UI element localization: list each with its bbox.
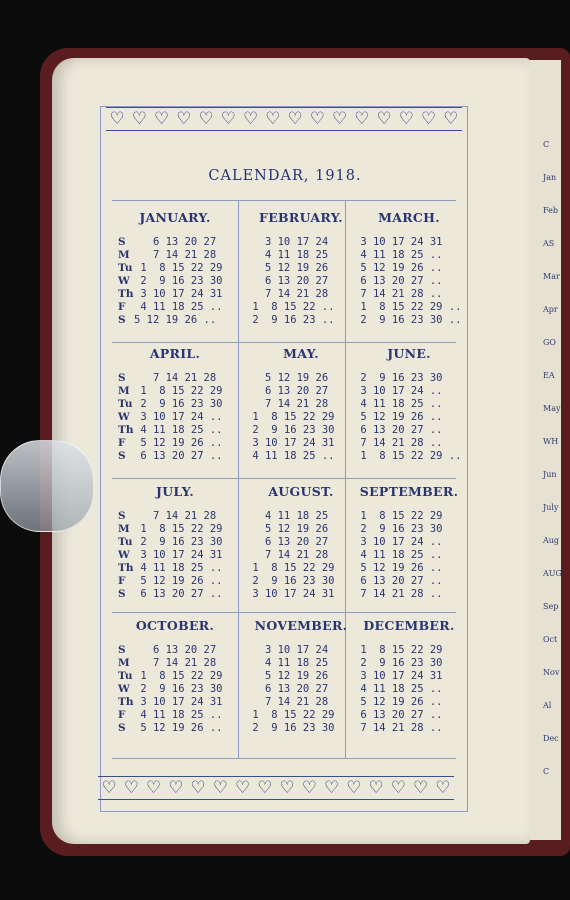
date-row: 1 8 15 22 29 [134,262,223,274]
date-row: 5 12 19 26 .. [134,722,223,734]
date-row: 1 8 15 22 29 [134,385,223,397]
weekday-label: S [118,372,126,384]
month-block [116,210,234,350]
weekday-label: M [118,249,130,261]
date-row: 6 13 20 27 .. [354,575,443,587]
next-page-label: Dec [543,734,559,743]
divider [112,200,456,201]
date-row: 2 9 16 23 30 [246,424,335,436]
date-row: 4 11 18 25 [246,657,329,669]
date-row: 3 10 17 24 31 [134,288,223,300]
next-page-label: C [543,767,550,776]
weekday-label: S [118,722,126,734]
date-row: 7 14 21 28 [246,398,329,410]
clip-holder [0,440,94,532]
heart-ornament-icon: ♡ [168,778,184,798]
date-row: 1 8 15 22 29 .. [354,301,462,313]
date-row: 3 10 17 24 [246,236,329,248]
heart-ornament-icon: ♡ [109,109,125,129]
date-row: 3 10 17 24 31 [246,588,335,600]
date-row: 4 11 18 25 .. [134,709,223,721]
month-name: MAY. [283,346,319,361]
date-row: 2 9 16 23 30 [134,683,223,695]
date-row: 7 14 21 28 .. [354,288,443,300]
heart-ornament-icon: ♡ [309,109,325,129]
date-row: 7 14 21 28 [246,288,329,300]
weekday-label: M [118,523,130,535]
weekday-label: Tu [118,262,133,274]
weekday-label: Tu [118,398,133,410]
month-name: MARCH. [378,210,440,225]
month-block [116,346,234,486]
heart-ornament-icon: ♡ [301,778,317,798]
month-name: APRIL. [149,346,201,361]
month-block [242,346,360,486]
next-page-label: AUG [543,569,562,578]
day-grid [246,372,346,463]
date-row: 5 12 19 26 [246,372,329,384]
month-block [242,210,360,350]
heart-ornament-icon: ♡ [101,778,117,798]
date-row: 2 9 16 23 30 [134,275,223,287]
date-row: 1 8 15 22 29 .. [354,450,462,462]
heart-ornament-icon: ♡ [176,109,192,129]
top-ornament-border [106,107,462,131]
heart-ornament-icon: ♡ [354,109,370,129]
date-row: 2 9 16 23 30 [354,372,443,384]
heart-ornament-icon: ♡ [443,109,459,129]
next-page-label: July [543,503,559,512]
date-row: 6 13 20 27 .. [134,450,223,462]
weekday-labels [118,644,134,735]
heart-ornament-icon: ♡ [257,778,273,798]
date-row: 5 12 19 26 .. [134,437,223,449]
heart-ornament-icon: ♡ [413,778,429,798]
month-block [350,618,468,758]
next-page-label: AS [543,239,555,248]
weekday-labels [118,510,134,601]
weekday-label: F [118,709,126,721]
date-row: 5 12 19 26 .. [354,411,443,423]
next-page-label: May [543,404,561,413]
date-row: 7 14 21 28 [246,696,329,708]
date-row: 2 9 16 23 .. [246,314,335,326]
heart-ornament-icon: ♡ [265,109,281,129]
date-row: 1 8 15 22 .. [246,301,335,313]
date-row: 3 10 17 24 31 [354,670,443,682]
weekday-label: W [118,275,130,287]
date-row: 4 11 18 25 .. [354,549,443,561]
weekday-label: S [118,510,126,522]
day-grid [134,510,234,601]
date-row: 5 12 19 26 [246,523,329,535]
date-row: 2 9 16 23 30 .. [354,314,462,326]
date-row: 3 10 17 24 31 [246,437,335,449]
next-page-label: Aug [543,536,560,545]
weekday-label: W [118,411,130,423]
next-page-label: WH [543,437,559,446]
month-name: OCTOBER. [135,618,215,633]
date-row: 6 13 20 27 [246,385,329,397]
date-row: 6 13 20 27 .. [354,275,443,287]
month-name: DECEMBER. [363,618,455,633]
heart-ornament-icon: ♡ [131,109,147,129]
weekday-label: Th [118,288,134,300]
day-grid [354,236,462,327]
weekday-label: M [118,657,130,669]
date-row: 4 11 18 25 .. [246,450,335,462]
date-row: 3 10 17 24 .. [354,385,443,397]
date-row: 1 8 15 22 29 [134,670,223,682]
next-page-label: EA [543,371,555,380]
month-name: JULY. [156,484,194,499]
date-row: 6 13 20 27 .. [134,588,223,600]
month-block [350,210,468,350]
weekday-label: Th [118,696,134,708]
month-block [350,484,468,624]
date-row: 1 8 15 22 29 [134,523,223,535]
heart-ornament-icon: ♡ [435,778,451,798]
day-grid [354,372,462,463]
date-row: 7 14 21 28 .. [354,722,443,734]
weekday-label: S [118,450,126,462]
heart-ornament-icon: ♡ [287,109,303,129]
heart-ornament-icon: ♡ [235,778,251,798]
weekday-label: F [118,575,126,587]
weekday-label: S [118,236,126,248]
next-page-label: Nov [543,668,560,677]
date-row: 2 9 16 23 30 [246,575,335,587]
month-name: AUGUST. [268,484,334,499]
date-row: 2 9 16 23 30 [134,536,223,548]
date-row: 7 14 21 28 .. [354,437,443,449]
weekday-label: Th [118,424,134,436]
weekday-label: W [118,683,130,695]
date-row: 7 14 21 28 .. [354,588,443,600]
date-row: 7 14 21 28 [134,249,217,261]
weekday-label: F [118,301,126,313]
heart-ornament-icon: ♡ [190,778,206,798]
month-block [242,618,360,758]
month-block [116,484,234,624]
date-row: 1 8 15 22 29 [354,510,443,522]
date-row: 7 14 21 28 [134,372,217,384]
heart-ornament-icon: ♡ [154,109,170,129]
weekday-label: Tu [118,670,133,682]
bottom-ornament-border [98,776,454,800]
divider [238,200,239,758]
date-row: 2 9 16 23 30 [354,657,443,669]
page-title: CALENDAR, 1918. [208,168,362,184]
next-page-label: Sep [543,602,559,611]
day-grid [134,236,234,327]
date-row: 6 13 20 27 [134,236,217,248]
heart-ornament-icon: ♡ [376,109,392,129]
day-grid [134,372,234,463]
day-grid [134,644,234,735]
date-row: 5 12 19 26 [246,262,329,274]
date-row: 5 12 19 26 .. [354,562,443,574]
next-page-label: Feb [543,206,558,215]
next-page-label: Al [543,701,552,710]
heart-ornament-icon: ♡ [146,778,162,798]
heart-ornament-icon: ♡ [390,778,406,798]
heart-ornament-icon: ♡ [332,109,348,129]
heart-ornament-icon: ♡ [212,778,228,798]
date-row: 7 14 21 28 [134,657,217,669]
day-grid [246,236,346,327]
weekday-label: S [118,314,126,326]
date-row: 5 12 19 26 .. [354,696,443,708]
month-name: NOVEMBER. [254,618,348,633]
date-row: 6 13 20 27 [246,275,329,287]
date-row: 6 13 20 27 .. [354,424,443,436]
weekday-label: Tu [118,536,133,548]
date-row: 5 12 19 26 .. [134,314,217,326]
month-block [242,484,360,624]
date-row: 4 11 18 25 .. [354,683,443,695]
day-grid [354,510,454,601]
date-row: 6 13 20 27 [246,536,329,548]
next-page-label: GO [543,338,556,347]
heart-ornament-icon: ♡ [123,778,139,798]
next-page-label: Jun [543,470,557,479]
date-row: 6 13 20 27 .. [354,709,443,721]
date-row: 4 11 18 25 .. [134,562,223,574]
date-row: 6 13 20 27 [134,644,217,656]
date-row: 6 13 20 27 [246,683,329,695]
date-row: 3 10 17 24 .. [354,536,443,548]
next-page-label: Oct [543,635,558,644]
date-row: 3 10 17 24 .. [134,411,223,423]
date-row: 7 14 21 28 [246,549,329,561]
month-name: JANUARY. [139,210,211,225]
heart-ornament-icon: ♡ [346,778,362,798]
month-name: JUNE. [387,346,431,361]
weekday-label: M [118,385,130,397]
weekday-label: W [118,549,130,561]
heart-ornament-icon: ♡ [279,778,295,798]
weekday-label: F [118,437,126,449]
date-row: 3 10 17 24 31 [134,696,223,708]
date-row: 2 9 16 23 30 [246,722,335,734]
heart-ornament-icon: ♡ [421,109,437,129]
heart-ornament-icon: ♡ [243,109,259,129]
day-grid [246,510,346,601]
date-row: 4 11 18 25 .. [354,249,443,261]
day-grid [246,644,346,735]
month-block [116,618,234,758]
day-grid [354,644,454,735]
next-page-label: Mar [543,272,560,281]
heart-ornament-icon: ♡ [398,109,414,129]
month-name: FEBRUARY. [259,210,343,225]
date-row: 7 14 21 28 [134,510,217,522]
month-name: SEPTEMBER. [359,484,459,499]
next-page-label: Apr [543,305,558,314]
date-row: 5 12 19 26 .. [354,262,443,274]
weekday-labels [118,372,134,463]
divider [112,758,456,759]
date-row: 3 10 17 24 31 [354,236,443,248]
date-row: 5 12 19 26 .. [134,575,223,587]
date-row: 3 10 17 24 [246,644,329,656]
weekday-label: S [118,644,126,656]
date-row: 1 8 15 22 29 [354,644,443,656]
date-row: 4 11 18 25 .. [134,301,223,313]
next-page-label: C [543,140,550,149]
date-row: 4 11 18 25 .. [354,398,443,410]
heart-ornament-icon: ♡ [198,109,214,129]
heart-ornament-icon: ♡ [324,778,340,798]
date-row: 5 12 19 26 [246,670,329,682]
date-row: 4 11 18 25 [246,510,329,522]
date-row: 4 11 18 25 [246,249,329,261]
date-row: 4 11 18 25 .. [134,424,223,436]
weekday-label: S [118,588,126,600]
date-row: 1 8 15 22 29 [246,411,335,423]
month-block [350,346,468,486]
weekday-labels [118,236,134,327]
heart-ornament-icon: ♡ [220,109,236,129]
weekday-label: Th [118,562,134,574]
next-page-label: Jan [543,173,557,182]
date-row: 3 10 17 24 31 [134,549,223,561]
date-row: 1 8 15 22 29 [246,562,335,574]
date-row: 2 9 16 23 30 [354,523,443,535]
date-row: 1 8 15 22 29 [246,709,335,721]
date-row: 2 9 16 23 30 [134,398,223,410]
heart-ornament-icon: ♡ [368,778,384,798]
